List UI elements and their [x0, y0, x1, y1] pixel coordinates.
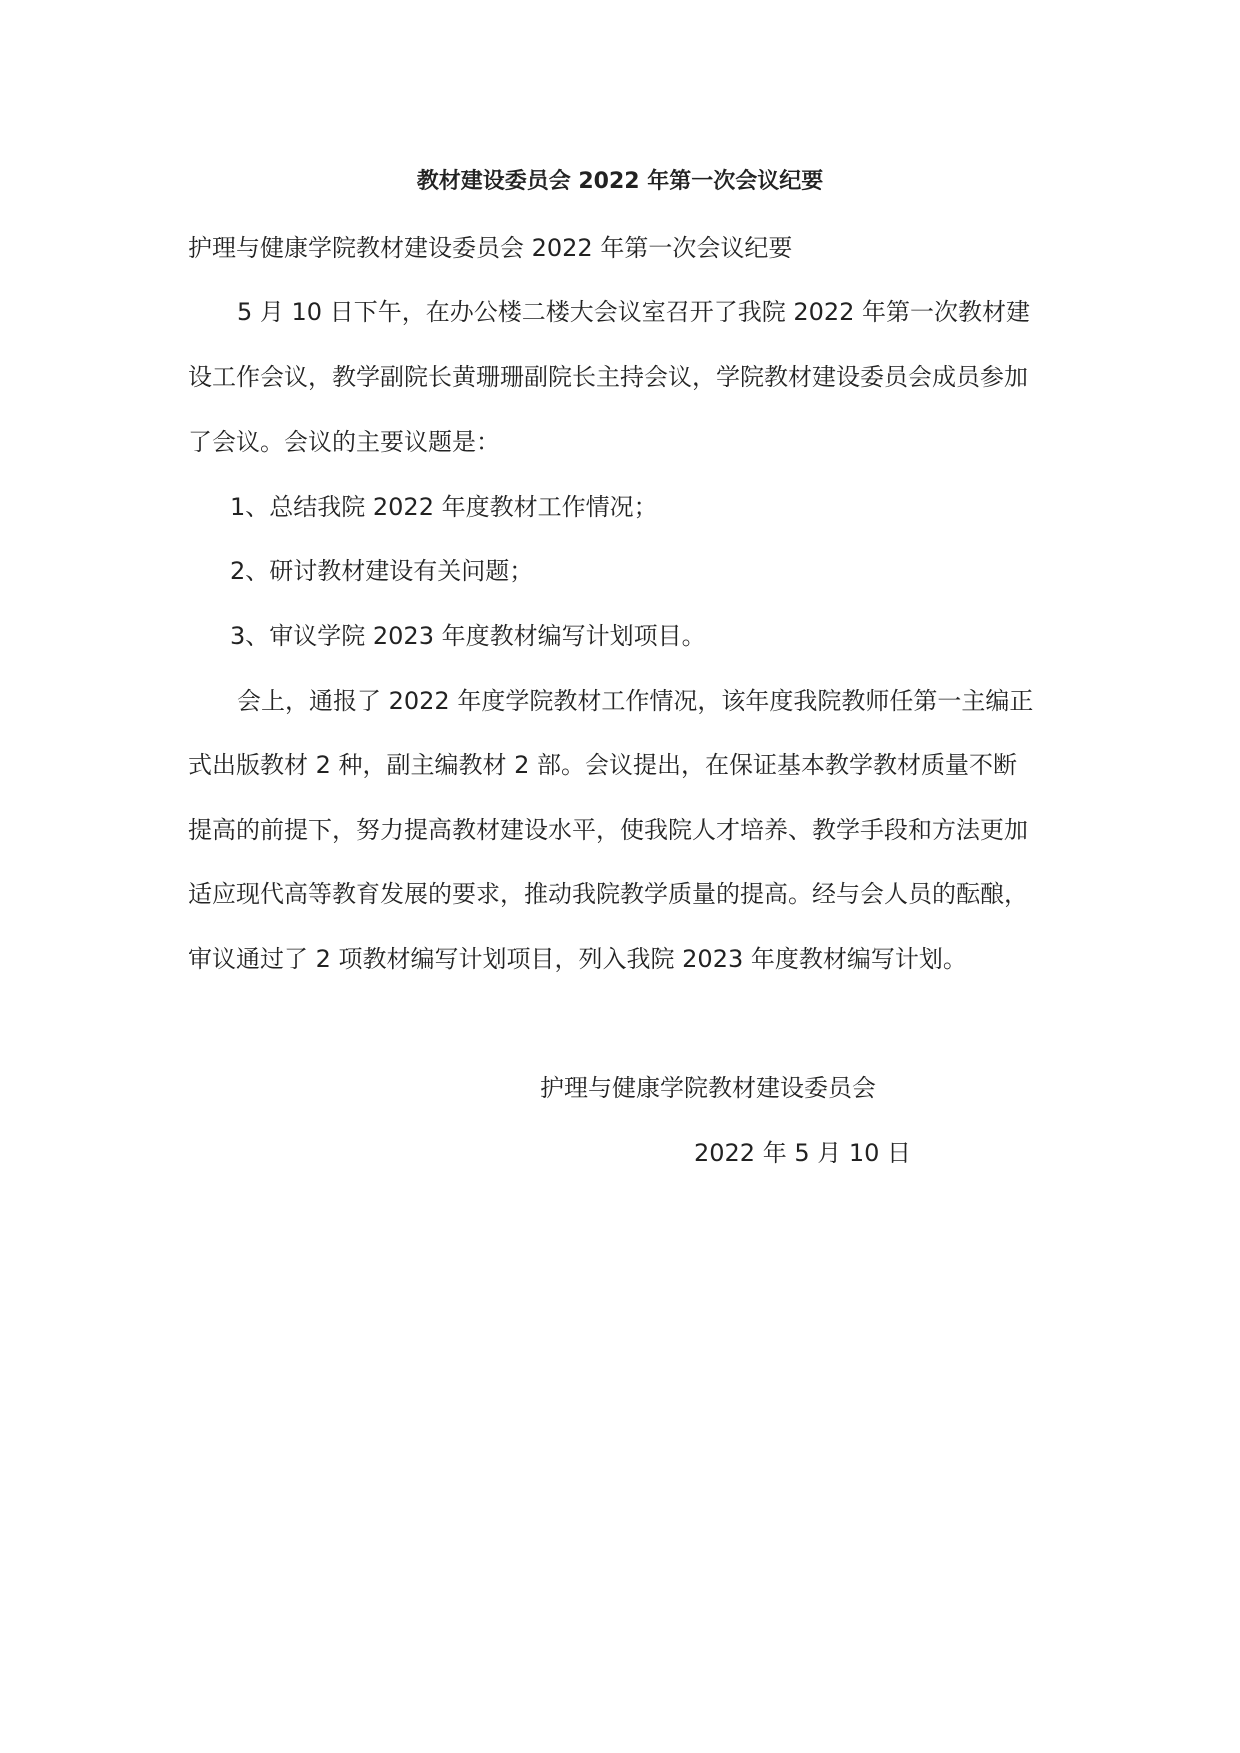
paragraph-2-line-5: 审议通过了 2 项教材编写计划项目，列入我院 2023 年度教材编写计划。	[188, 945, 967, 973]
paragraph-2-line-3: 提高的前提下，努力提高教材建设水平，使我院人才培养、教学手段和方法更加	[188, 816, 1028, 844]
document-title: 教材建设委员会 2022 年第一次会议纪要	[416, 169, 824, 194]
agenda-item-3: 3、审议学院 2023 年度教材编写计划项目。	[230, 622, 706, 650]
signature-organization: 护理与健康学院教材建设委员会	[540, 1074, 876, 1102]
paragraph-2-line-4: 适应现代高等教育发展的要求，推动我院教学质量的提高。经与会人员的酝酿，	[188, 880, 1028, 908]
agenda-item-2: 2、研讨教材建设有关问题；	[230, 557, 534, 585]
paragraph-2-line-1: 会上，通报了 2022 年度学院教材工作情况，该年度我院教师任第一主编正	[237, 687, 1034, 715]
paragraph-2-line-2: 式出版教材 2 种，副主编教材 2 部。会议提出，在保证基本教学教材质量不断	[188, 751, 1018, 779]
signature-date: 2022 年 5 月 10 日	[694, 1139, 912, 1167]
agenda-item-1: 1、总结我院 2022 年度教材工作情况；	[230, 493, 658, 521]
paragraph-1-line-2: 设工作会议，教学副院长黄珊珊副院长主持会议，学院教材建设委员会成员参加	[188, 363, 1028, 391]
document-subtitle: 护理与健康学院教材建设委员会 2022 年第一次会议纪要	[188, 234, 793, 262]
paragraph-1-line-1: 5 月 10 日下午，在办公楼二楼大会议室召开了我院 2022 年第一次教材建	[237, 298, 1031, 326]
paragraph-1-line-3: 了会议。会议的主要议题是：	[188, 428, 500, 456]
